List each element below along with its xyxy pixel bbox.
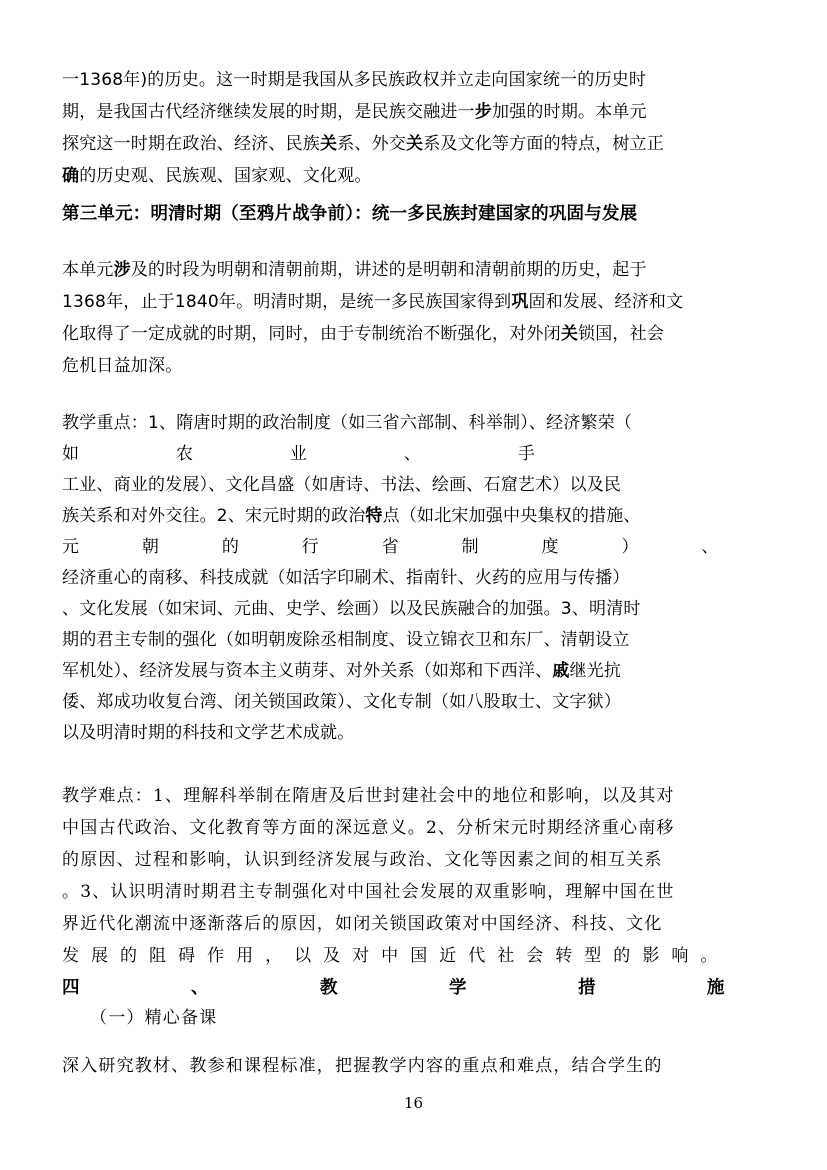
text-run: 省 <box>381 537 399 557</box>
text-run: 近 <box>439 946 458 966</box>
text-run: 加强的时期。本单元 <box>492 102 647 122</box>
text-run: 发 <box>62 946 81 966</box>
text-run: 元 <box>62 537 80 557</box>
text-line <box>62 160 768 192</box>
text-run: 业 <box>289 444 308 464</box>
text-run: 第三单元：明清时期（至鸦片战争前）：统一多民族封建国家的巩固与发展 <box>62 204 638 224</box>
text-run: 教学难点：1、理解科举制在隋唐及后世封建社会中的地位和影响，以及其对 <box>62 786 675 806</box>
text-run: 转 <box>555 946 574 966</box>
text-run: 期，是我国古代经济继续发展的时期，是民族交融进一 <box>62 102 475 122</box>
text-run: 关 <box>560 324 579 344</box>
text-run: 界近代化潮流中逐渐落后的原因，如闭关锁国政策对中国经济、科技、文化 <box>62 914 663 934</box>
paragraph-teaching-difficulties <box>62 780 768 972</box>
text-run: 经济重心的南移、科技成就（如活字印刷术、指南针、火药的应用与传播） <box>62 568 630 588</box>
text-run: （一）精心备课 <box>90 1008 218 1028</box>
text-line <box>62 128 768 160</box>
text-run: 型 <box>584 946 603 966</box>
text-line <box>62 594 768 625</box>
text-run: 探究这一时期在政治、经济、民族 <box>62 134 320 154</box>
text-line <box>62 876 768 908</box>
text-run: 固和发展、经济和文 <box>528 292 684 312</box>
text-run: 关 <box>406 134 424 154</box>
text-run: 危机日益加深。 <box>62 356 183 376</box>
text-run: 族关系和对外交往。2、宋元时期的政治 <box>62 506 366 526</box>
text-run: 行 <box>301 537 319 557</box>
text-run: 度 <box>541 537 559 557</box>
text-run: 制 <box>461 537 479 557</box>
text-run: 的原因、过程和影响，认识到经济发展与政治、文化等因素之间的相互关系 <box>62 850 663 870</box>
text-line <box>62 940 719 972</box>
text-line <box>62 687 768 718</box>
page-number: 16 <box>403 1094 424 1112</box>
text-run: 响 <box>671 946 690 966</box>
text-line <box>62 972 726 1004</box>
text-line <box>62 64 768 96</box>
text-run: ） <box>621 537 639 557</box>
text-run: 农 <box>175 444 194 464</box>
text-run: 化取得了一定成就的时期，同时，由于专制统治不断强化，对外闭 <box>62 324 561 344</box>
text-line <box>62 718 768 749</box>
text-run: 代 <box>468 946 487 966</box>
text-run: 。 <box>700 946 719 966</box>
text-run: 巩 <box>511 292 529 312</box>
text-run: 及的时段为明朝和清朝前期，讲述的是明朝和清朝前期的历史，起于 <box>130 260 647 280</box>
paragraph-teaching-key-points <box>62 408 768 749</box>
paragraph-unit3-overview <box>62 254 768 382</box>
text-run: 教学重点：1、隋唐时期的政治制度（如三省六部制、科举制）、经济繁荣（ <box>62 413 633 433</box>
text-run: 、文化发展（如宋词、元曲、史学、绘画）以及民族融合的加强。3、明清时 <box>62 599 641 619</box>
text-run: 继光抗 <box>569 661 622 681</box>
text-run: 一1368年)的历史。这一时期是我国从多民族政权并立走向国家统一的历史时 <box>62 70 647 90</box>
text-run: 、 <box>403 444 422 464</box>
text-run: 戚 <box>552 661 570 681</box>
text-line <box>62 625 768 656</box>
text-run: 朝 <box>141 537 160 557</box>
text-line <box>62 96 768 128</box>
text-line <box>62 318 768 350</box>
text-run: 措 <box>577 978 597 998</box>
heading-teaching-measures <box>62 972 768 1004</box>
text-run: 作 <box>207 946 226 966</box>
text-run: 军机处）、经济发展与资本主义萌芽、对外关系（如郑和下西洋、 <box>62 661 553 681</box>
text-line <box>62 350 768 382</box>
text-run: 四 <box>62 978 81 998</box>
text-run: 碍 <box>178 946 197 966</box>
text-line <box>90 1002 768 1034</box>
text-line <box>62 656 768 687</box>
text-run: 国 <box>410 946 429 966</box>
text-run: 用 <box>236 946 255 966</box>
paragraph-unit2-continuation <box>62 64 768 192</box>
text-run: 特 <box>365 506 383 526</box>
text-run: 教 <box>319 978 339 998</box>
text-run: 锁国，社会 <box>578 324 665 344</box>
text-run: 系及文化等方面的特点，树立正 <box>423 134 665 154</box>
text-run: 点（如北宋加强中央集权的措施、 <box>382 506 641 526</box>
text-run: 如 <box>62 444 80 464</box>
text-run: 以 <box>294 946 313 966</box>
text-run: 的 <box>120 946 139 966</box>
text-run: 对 <box>352 946 371 966</box>
text-run: 。3、认识明清时期君主专制强化对中国社会发展的双重影响，理解中国在世 <box>62 882 675 902</box>
text-line <box>62 470 768 501</box>
subheading-careful-lesson-prep <box>62 1002 768 1034</box>
text-run: 1368年，止于1840年。明清时期，是统一多民族国家得到 <box>62 292 512 312</box>
text-run: 施 <box>706 978 726 998</box>
text-run: 以及明清时期的科技和文学艺术成就。 <box>62 723 355 743</box>
text-line <box>62 501 768 532</box>
text-run: 影 <box>642 946 661 966</box>
text-run: 中国古代政治、文化教育等方面的深远意义。2、分析宋元时期经济重心南移 <box>62 818 675 838</box>
text-run: 社 <box>497 946 516 966</box>
text-line <box>62 254 768 286</box>
text-run: 中 <box>381 946 400 966</box>
text-run: 系、外交 <box>337 134 407 154</box>
text-run: 本单元 <box>62 260 114 280</box>
text-line <box>62 812 768 844</box>
text-run: 的 <box>613 946 632 966</box>
text-line <box>62 780 768 812</box>
text-run: 关 <box>320 134 338 154</box>
text-run: 阻 <box>149 946 168 966</box>
text-run: 的 <box>221 537 240 557</box>
text-line <box>62 198 768 230</box>
text-line <box>62 908 768 940</box>
text-run: 会 <box>526 946 545 966</box>
text-run: 手 <box>517 444 536 464</box>
text-run: 步 <box>474 102 493 122</box>
text-run: 倭、郑成功收复台湾、闭关锁国政策）、文化专制（如八股取士、文字狱） <box>62 692 622 712</box>
text-run: 、 <box>701 537 719 557</box>
text-run: 深入研究教材、教参和课程标准，把握教学内容的重点和难点，结合学生的 <box>62 1056 663 1076</box>
text-line <box>62 408 768 439</box>
text-line <box>62 844 768 876</box>
heading-unit3 <box>62 198 768 230</box>
text-run: 期的君主专制的强化（如明朝废除丞相制度、设立锦衣卫和东厂、清朝设立 <box>62 630 630 650</box>
text-run: 工业、商业的发展）、文化昌盛（如唐诗、书法、绘画、石窟艺术）以及民 <box>62 475 622 495</box>
text-run: 的历史观、民族观、国家观、文化观。 <box>79 166 372 186</box>
paragraph-research-materials <box>62 1050 768 1082</box>
text-line <box>62 563 768 594</box>
text-run: 涉 <box>113 260 131 280</box>
text-run: 及 <box>323 946 342 966</box>
text-line <box>62 286 768 318</box>
text-line <box>62 1050 768 1082</box>
text-line <box>62 439 535 470</box>
text-run: 学 <box>448 978 468 998</box>
text-run: 确 <box>62 166 80 186</box>
text-run: ， <box>265 946 284 966</box>
text-run: 、 <box>190 978 210 998</box>
text-run: 展 <box>91 946 110 966</box>
text-line <box>62 532 719 563</box>
